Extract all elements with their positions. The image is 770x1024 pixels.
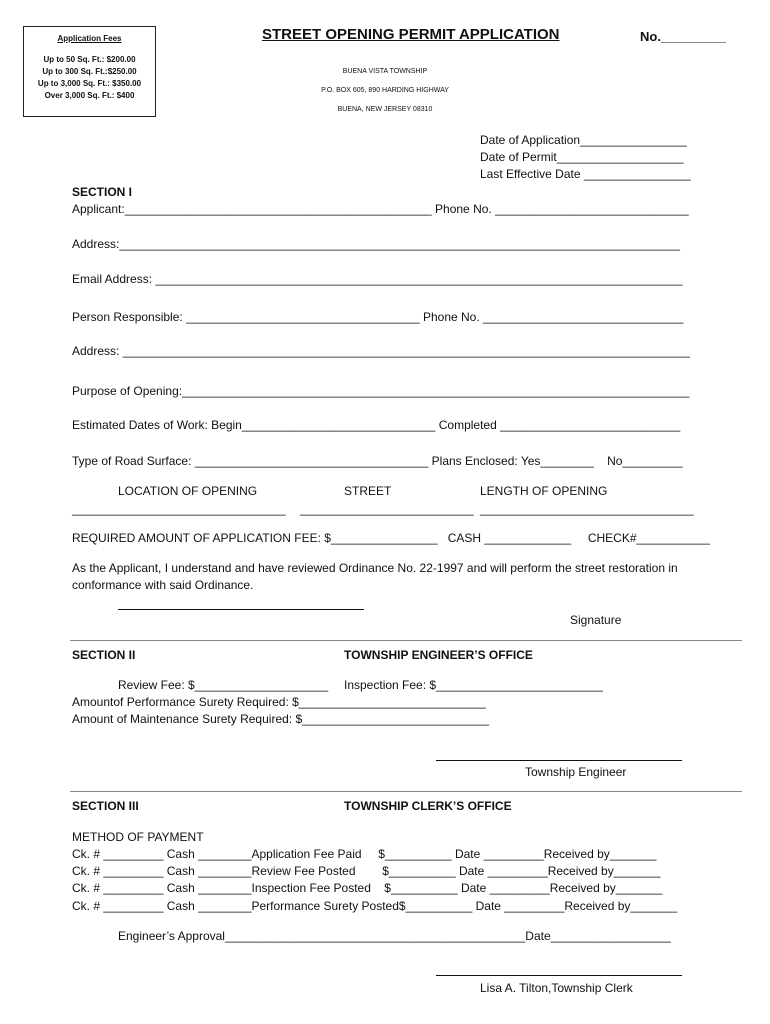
length-column-label: LENGTH OF OPENING <box>480 484 608 498</box>
address-field[interactable]: Address:____________________________________________________________________________________ <box>72 237 680 251</box>
clerk-signature-line[interactable] <box>436 975 682 976</box>
performance-surety-field[interactable]: Amountof Performance Surety Required: $____________________________ <box>72 695 486 709</box>
date-of-application-field[interactable]: Date of Application________________ <box>480 133 687 147</box>
application-fee-field[interactable]: REQUIRED AMOUNT OF APPLICATION FEE: $________________ CASH _____________ CHECK#___________ <box>72 531 710 545</box>
estimated-dates-field[interactable]: Estimated Dates of Work: Begin_____________________________ Completed ___________________________ <box>72 418 681 432</box>
payment-row[interactable]: Ck. # _________ Cash ________Inspection Fee Posted $__________ Date _________Received by_______ <box>72 881 663 895</box>
township-address-line1: P.O. BOX 605, 890 HARDING HIGHWAY <box>321 87 449 94</box>
street-column-label: STREET <box>344 484 392 498</box>
payment-row[interactable]: Ck. # _________ Cash ________Application Fee Paid $__________ Date _________Received by_______ <box>72 847 657 861</box>
fee-item: Up to 300 Sq. Ft.:$250.00 <box>42 67 137 76</box>
page-title: STREET OPENING PERMIT APPLICATION <box>262 26 560 43</box>
maintenance-surety-field[interactable]: Amount of Maintenance Surety Required: $____________________________ <box>72 712 489 726</box>
township-name: BUENA VISTA TOWNSHIP <box>342 68 428 75</box>
applicant-statement-line2: conformance with said Ordinance. <box>72 578 254 592</box>
engineer-approval-field[interactable]: Engineer’s Approval_____________________________________________Date__________________ <box>118 929 671 943</box>
person-responsible-field[interactable]: Person Responsible: ___________________________________ Phone No. ______________________________ <box>72 310 684 324</box>
applicant-field[interactable]: Applicant:______________________________________________ Phone No. _____________________________ <box>72 202 689 216</box>
date-of-permit-field[interactable]: Date of Permit___________________ <box>480 150 684 164</box>
township-address-line2: BUENA, NEW JERSEY 08310 <box>337 106 433 113</box>
permit-number-field[interactable]: No._________ <box>640 29 727 44</box>
location-blank[interactable]: ________________________________ <box>72 502 286 516</box>
engineer-signature-line[interactable] <box>436 760 682 761</box>
responsible-address-field[interactable]: Address: _____________________________________________________________________________________ <box>72 344 690 358</box>
clerk-office-heading: TOWNSHIP CLERK’S OFFICE <box>344 799 512 813</box>
fees-title: Application Fees <box>57 34 122 43</box>
road-surface-field[interactable]: Type of Road Surface: ___________________________________ Plans Enclosed: Yes________ No_________ <box>72 454 683 468</box>
signature-label: Signature <box>570 613 622 627</box>
email-address-field[interactable]: Email Address: _______________________________________________________________________________ <box>72 272 683 286</box>
location-column-label: LOCATION OF OPENING <box>118 484 258 498</box>
section-divider <box>70 791 742 792</box>
payment-row[interactable]: Ck. # _________ Cash ________Performance Surety Posted$__________ Date _________Received by_______ <box>72 899 678 913</box>
section-1-heading: SECTION I <box>72 185 133 199</box>
inspection-fee-field[interactable]: Inspection Fee: $_________________________ <box>344 678 603 692</box>
section-2-heading: SECTION II <box>72 648 136 662</box>
last-effective-date-field[interactable]: Last Effective Date ________________ <box>480 167 691 181</box>
engineer-office-heading: TOWNSHIP ENGINEER’S OFFICE <box>344 648 533 662</box>
applicant-signature-line[interactable] <box>118 609 364 610</box>
clerk-signature-label: Lisa A. Tilton,Township Clerk <box>480 981 633 995</box>
applicant-statement-line1: As the Applicant, I understand and have reviewed Ordinance No. 22-1997 and will perform the street restoration in <box>72 561 678 575</box>
length-blank[interactable]: ________________________________ <box>480 502 694 516</box>
method-of-payment-label: METHOD OF PAYMENT <box>72 830 204 844</box>
section-3-heading: SECTION III <box>72 799 139 813</box>
fee-item: Up to 3,000 Sq. Ft.: $350.00 <box>37 79 142 88</box>
fee-item: Up to 50 Sq. Ft.: $200.00 <box>43 55 136 64</box>
purpose-of-opening-field[interactable]: Purpose of Opening:____________________________________________________________________________ <box>72 384 690 398</box>
street-blank[interactable]: __________________________ <box>300 502 474 516</box>
engineer-signature-label: Township Engineer <box>525 765 627 779</box>
payment-row[interactable]: Ck. # _________ Cash ________Review Fee Posted $__________ Date _________Received by_______ <box>72 864 661 878</box>
section-divider <box>70 640 742 641</box>
review-fee-field[interactable]: Review Fee: $____________________ <box>118 678 329 692</box>
fee-item: Over 3,000 Sq. Ft.: $400 <box>44 91 135 100</box>
